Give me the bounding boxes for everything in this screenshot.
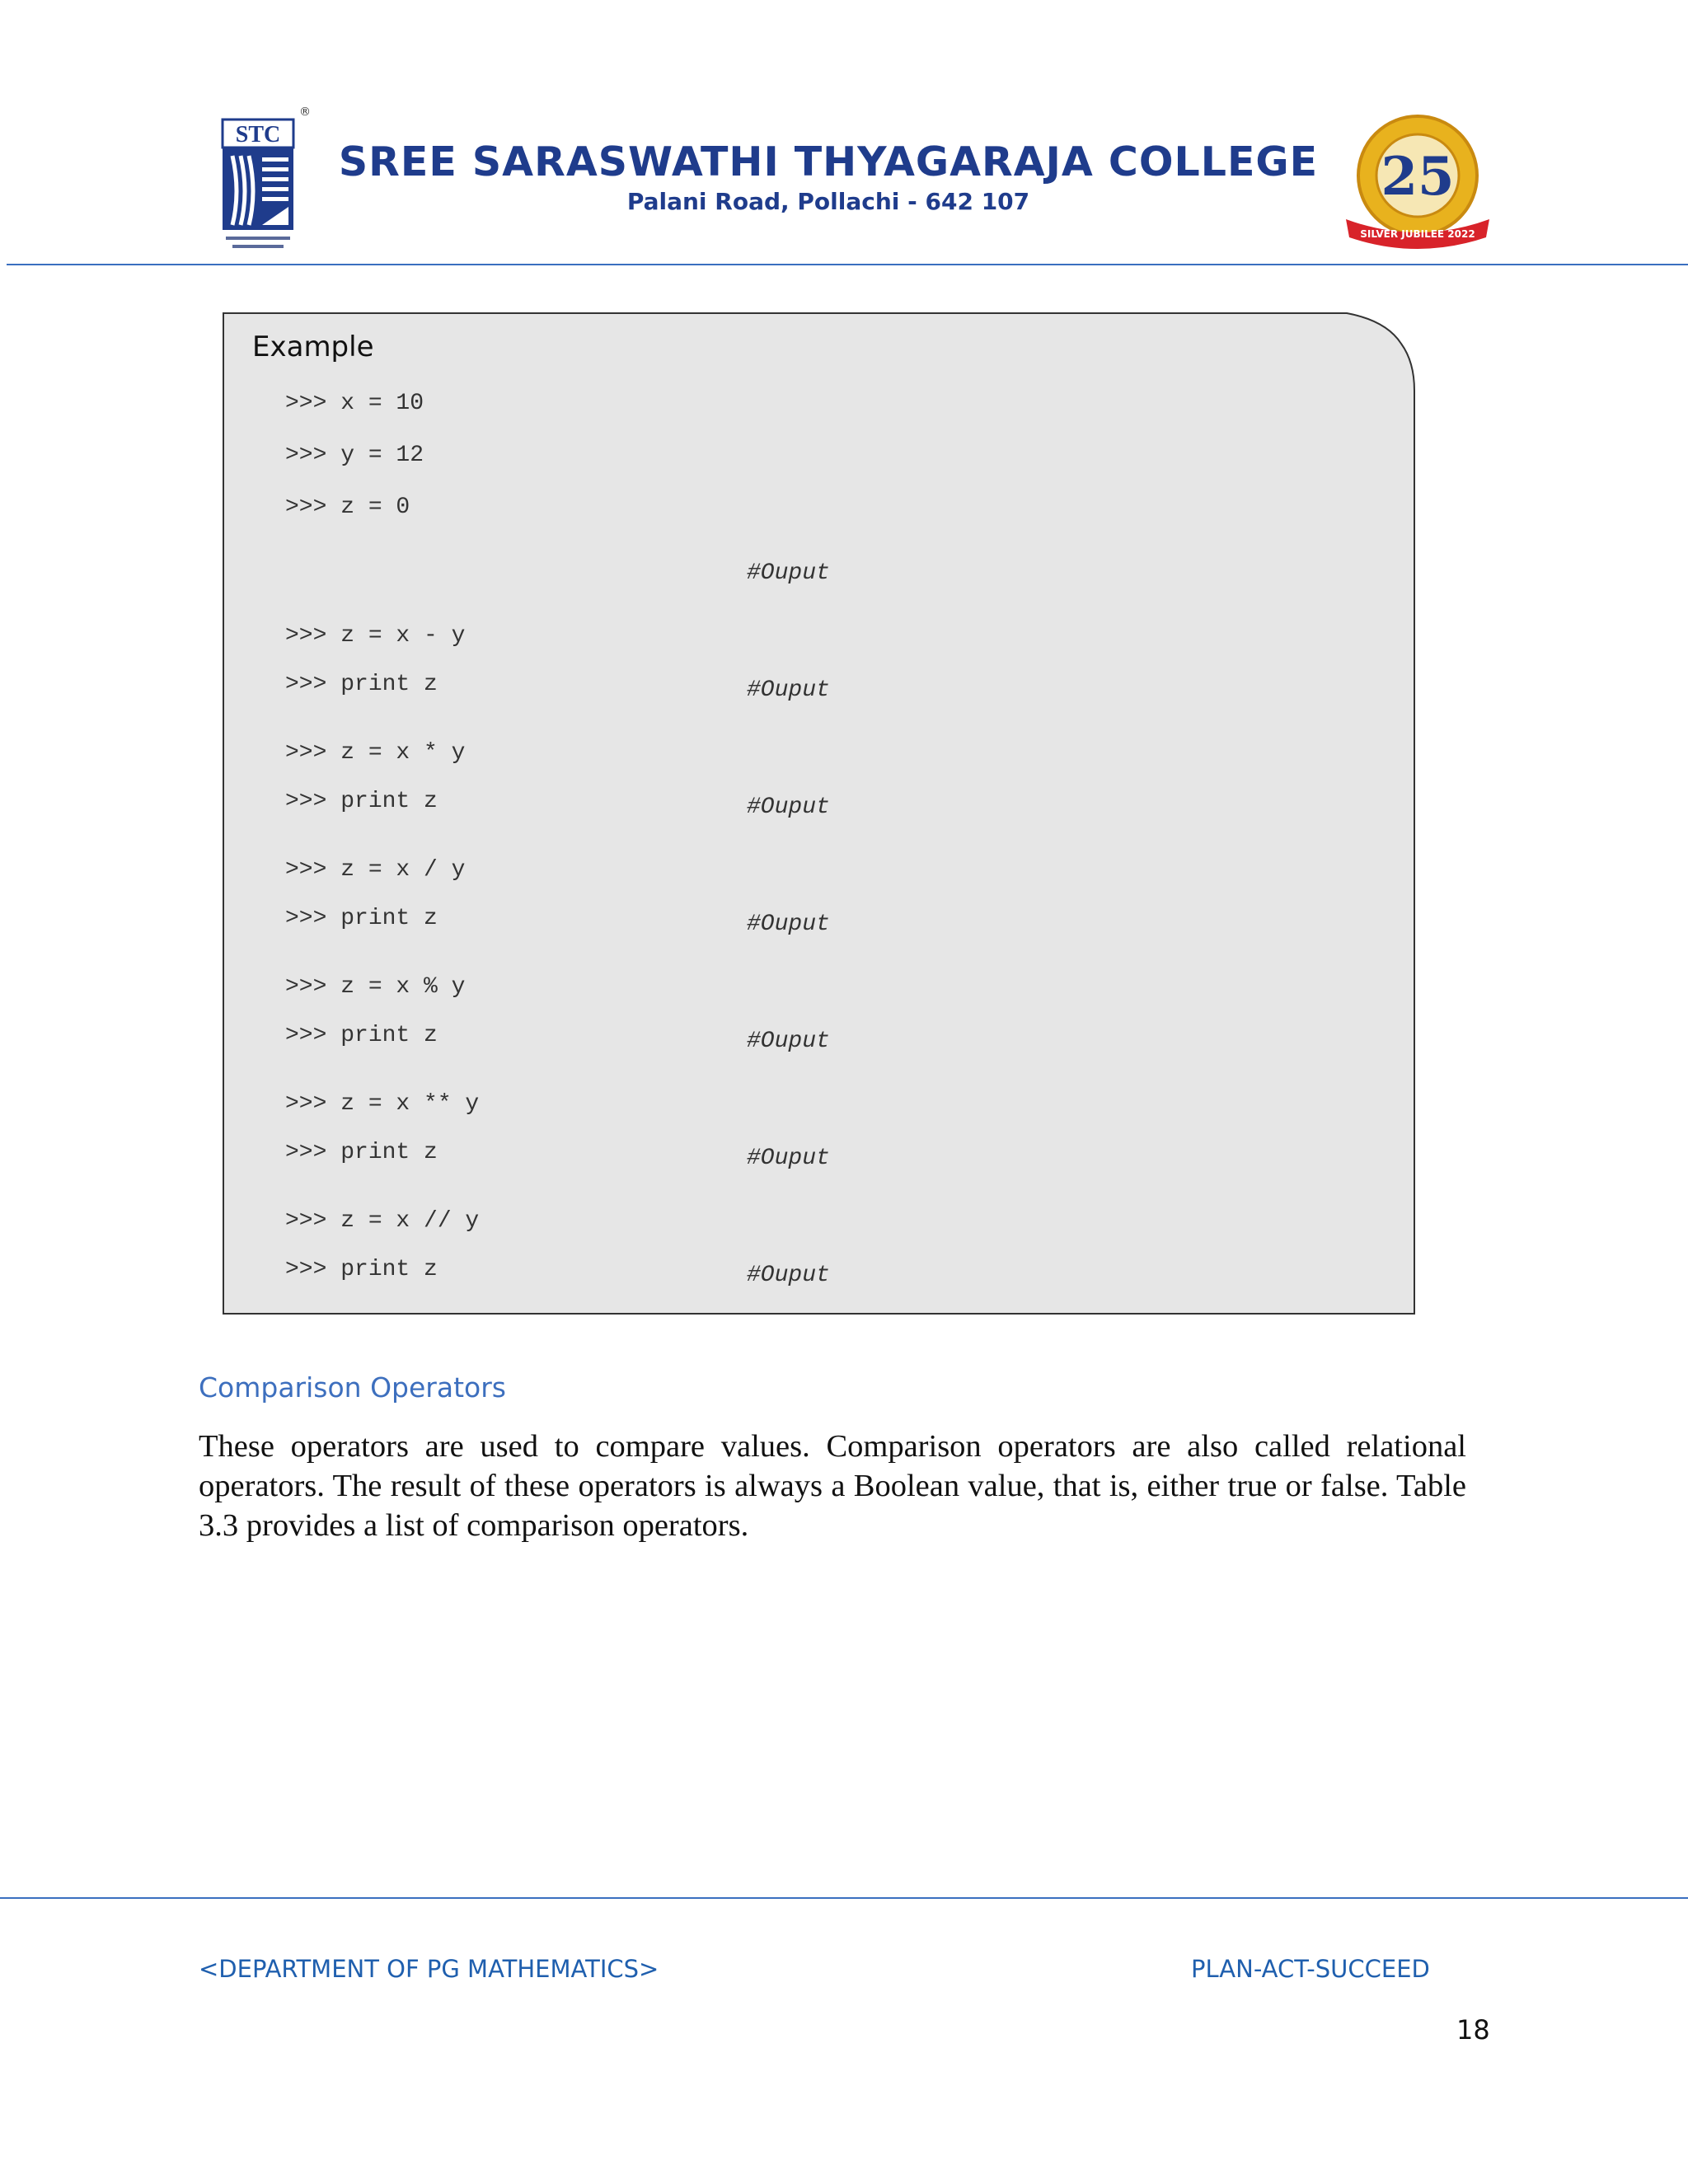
code-line: >>> z = x ** y (285, 1091, 480, 1117)
code-line: >>> x = 10 (285, 391, 424, 416)
code-line: >>> print z (285, 789, 438, 814)
output-comment: #Ouput (747, 912, 830, 937)
college-logo (221, 118, 297, 258)
code-line: >>> z = x - y (285, 623, 466, 649)
output-comment: #Ouput (747, 560, 830, 586)
output-comment: #Ouput (747, 1146, 830, 1171)
code-line: >>> print z (285, 1023, 438, 1048)
code-line: >>> print z (285, 906, 438, 931)
header-divider (7, 264, 1688, 265)
code-line: >>> print z (285, 672, 438, 697)
page-number: 18 (1456, 2014, 1490, 2046)
registered-mark-icon: ® (299, 105, 311, 119)
badge-ribbon: SILVER JUBILEE 2022 (1360, 228, 1475, 240)
college-name: SREE SARASWATHI THYAGARAJA COLLEGE (338, 138, 1319, 185)
footer-motto: PLAN-ACT-SUCCEED (1191, 1955, 1430, 1983)
silver-jubilee-badge (1339, 114, 1496, 254)
code-line: >>> z = x / y (285, 857, 466, 883)
section-paragraph: These operators are used to compare values. Comparison operators are also called relational operators. The result of these operators is always a Boolean value, that is, either true or false. Table 3.3 provides a list of comparison operators. (199, 1429, 1466, 1543)
code-line: >>> z = x * y (285, 740, 466, 766)
code-line: >>> z = 0 (285, 494, 410, 520)
output-comment: #Ouput (747, 794, 830, 820)
code-line: >>> y = 12 (285, 443, 424, 468)
badge-number: 25 (1381, 146, 1455, 208)
output-comment: #Ouput (747, 1029, 830, 1054)
code-line: >>> z = x % y (285, 974, 466, 1000)
footer-department: <DEPARTMENT OF PG MATHEMATICS> (199, 1955, 659, 1983)
logo-text: STC (235, 122, 281, 148)
footer-divider (0, 1897, 1688, 1899)
code-line: >>> z = x // y (285, 1208, 480, 1234)
output-comment: #Ouput (747, 1263, 830, 1288)
college-address: Palani Road, Pollachi - 642 107 (626, 188, 1030, 215)
code-line: >>> print z (285, 1140, 438, 1165)
code-line: >>> print z (285, 1257, 438, 1282)
example-heading: Example (252, 330, 374, 363)
output-comment: #Ouput (747, 677, 830, 703)
section-heading: Comparison Operators (199, 1371, 506, 1404)
